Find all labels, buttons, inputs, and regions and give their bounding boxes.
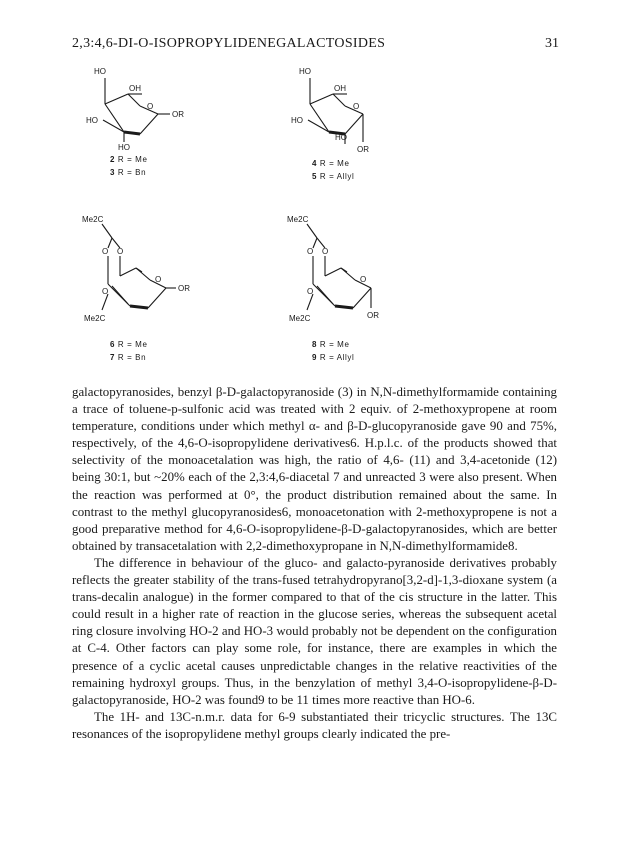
- ring-o-label: O: [147, 102, 154, 111]
- dioxolane-o-label: O: [322, 247, 329, 256]
- ring-o-label: O: [353, 102, 360, 111]
- compound-label-7: [110, 353, 146, 362]
- compound-number: 9: [312, 353, 318, 362]
- ho-left-label: HO: [86, 116, 98, 125]
- compound-definition: R = Allyl: [319, 172, 355, 181]
- running-head: 2,3:4,6-DI-O-ISOPROPYLIDENEGALACTOSIDES: [72, 36, 386, 51]
- compound-label-2: [110, 155, 148, 164]
- me2c-top-label: Me2C: [287, 215, 309, 224]
- compound-definition: R = Bn: [117, 168, 147, 177]
- compound-number: 6: [110, 340, 116, 349]
- body-text: [72, 384, 557, 743]
- ho-top-label: HO: [299, 67, 311, 76]
- or-label: OR: [357, 145, 369, 154]
- me2c-top-label: Me2C: [82, 215, 104, 224]
- dioxane-o-label: O: [307, 287, 314, 296]
- page-number: 31: [545, 36, 559, 51]
- compound-definition: R = Me: [319, 159, 350, 168]
- compound-label-4: [312, 159, 350, 168]
- dioxane-o-label: O: [102, 287, 109, 296]
- structure-6-7: [80, 208, 230, 333]
- compound-number: 5: [312, 172, 318, 181]
- structure-4-5: [285, 62, 435, 160]
- compound-number: 2: [110, 155, 116, 164]
- compound-definition: R = Allyl: [319, 353, 355, 362]
- paragraph-3: The 1H- and 13C-n.m.r. data for 6-9 substantiated their tricyclic structures. The 13C resonances of the isopropylidene methyl groups clearly indicated the pre-: [72, 709, 557, 741]
- ring-o-label: O: [360, 275, 367, 284]
- or-label: OR: [178, 284, 190, 293]
- structure-8-9: [285, 208, 435, 333]
- compound-definition: R = Bn: [117, 353, 147, 362]
- compound-label-9: [312, 353, 354, 362]
- or-label: OR: [367, 311, 379, 320]
- ho-bottom-label: HO: [118, 143, 130, 152]
- compound-definition: R = Me: [117, 340, 148, 349]
- paragraph-2: The difference in behaviour of the gluco- and galacto-pyranoside derivatives probably reflects the greater stability of the trans-fused tetrahydropyrano[3,2-d]-1,3-dioxane system (a trans-decalin analogue) in the former compared to that of the cis structure in the latter. This could result in a higher rate of reaction in the glucose series, whereas the subsequent acetal ring closure involving HO-2 and HO-3 would probably not be dependent on the configuration at C-4. Other factors can play some role, for instance, there are examples in which the presence of a cyclic acetal causes unpredictable changes in the relative reactivities of the remaining hydroxyl groups. Thus, in the benzylation of methyl 3,4-O-isopropylidene-β-D-galactopyranoside, HO-2 was found9 to be 11 times more reactive than HO-6.: [72, 555, 557, 707]
- compound-label-8: [312, 340, 350, 349]
- compound-number: 4: [312, 159, 318, 168]
- ho-bottom-label: HO: [335, 133, 347, 142]
- me2c-bottom-label: Me2C: [84, 314, 106, 323]
- me2c-bottom-label: Me2C: [289, 314, 311, 323]
- ho-left-label: HO: [291, 116, 303, 125]
- compound-label-6: [110, 340, 148, 349]
- ring-o-label: O: [155, 275, 162, 284]
- paragraph-1: galactopyranosides, benzyl β-D-galactopyranoside (3) in N,N-dimethylformamide containing a trace of toluene-p-sulfonic acid was treated with 2 equiv. of 2-methoxypropene at room temperature, conditions under which methyl α- and β-D-glucopyranoside gave 90 and 75%, respectively, of the 4,6-O-isopropylidene derivatives6. H.p.l.c. of the products showed that selectivity of the monoacetalation was high, the ratio of 4,6- (11) and 3,4-acetonide (12) being 30:1, but ~20% each of the 2,3:4,6-diacetal 7 and unreacted 3 were also present. When the reaction was performed at 0°, the product distribution remained about the same. In contrast to the methyl glucopyranosides6, monoacetonation with 2-methoxypropene is not a good preparative method for 4,6-O-isopropylidene-β-D-galactopyranosides, which are better obtained by transacetalation with 2,2-dimethoxypropane in N,N-dimethylformamide8.: [72, 385, 557, 553]
- oh-label: OH: [334, 84, 346, 93]
- dioxolane-o-label: O: [102, 247, 109, 256]
- compound-label-5: [312, 172, 354, 181]
- compound-label-3: [110, 168, 146, 177]
- compound-number: 7: [110, 353, 116, 362]
- compound-number: 3: [110, 168, 116, 177]
- or-label: OR: [172, 110, 184, 119]
- ho-top-label: HO: [94, 67, 106, 76]
- dioxolane-o-label: O: [117, 247, 124, 256]
- structure-2-3: [80, 62, 230, 152]
- compound-number: 8: [312, 340, 318, 349]
- oh-label: OH: [129, 84, 141, 93]
- compound-definition: R = Me: [319, 340, 350, 349]
- dioxolane-o-label: O: [307, 247, 314, 256]
- compound-definition: R = Me: [117, 155, 148, 164]
